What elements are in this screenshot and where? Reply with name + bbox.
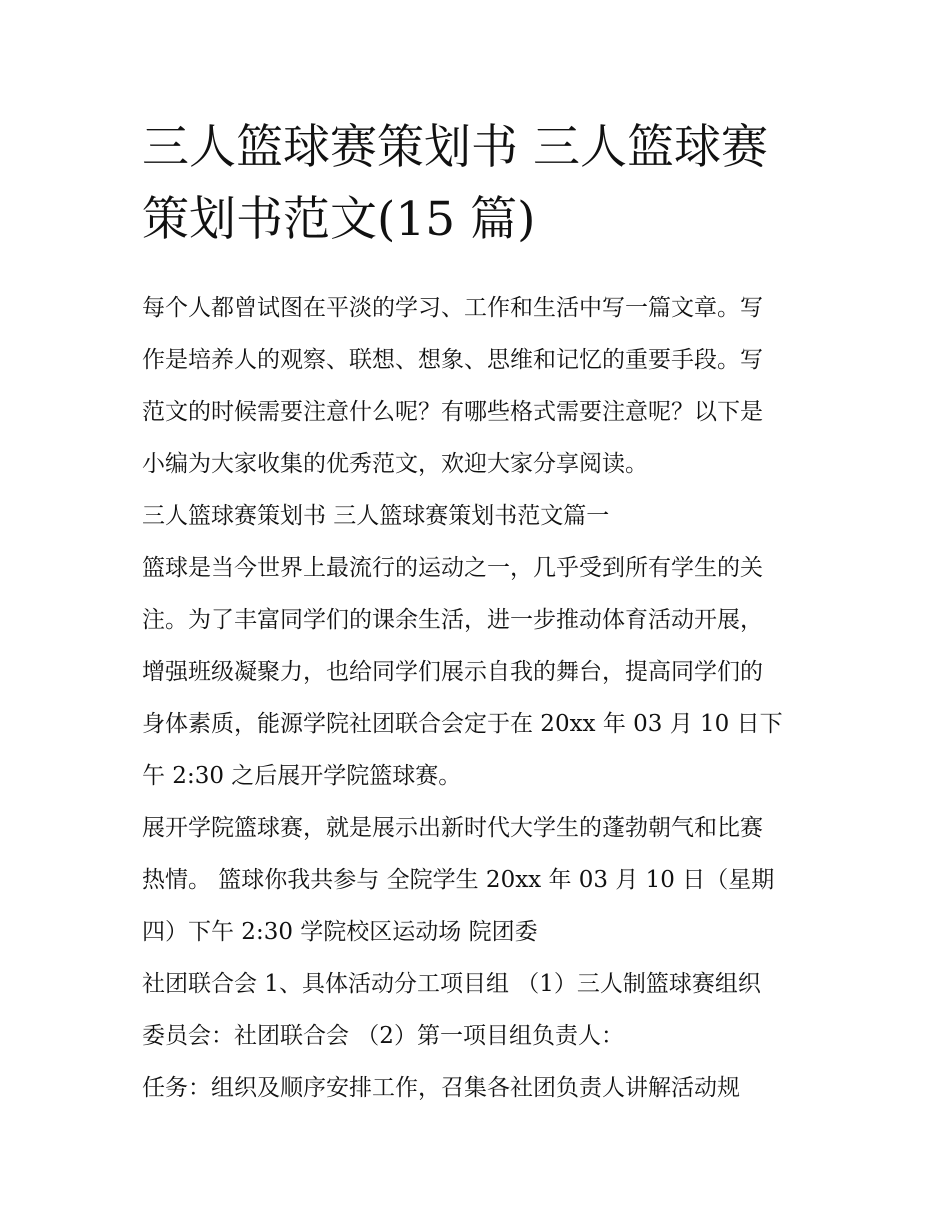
paragraph-line: 范文的时候需要注意什么呢？有哪些格式需要注意呢？以下是 bbox=[142, 399, 763, 425]
document-content bbox=[142, 112, 822, 1114]
paragraph-organization bbox=[142, 958, 822, 1062]
title-line-1: 三人篮球赛策划书 三人篮球赛 bbox=[142, 120, 768, 175]
paragraph-background bbox=[142, 542, 822, 802]
paragraph-details bbox=[142, 802, 822, 958]
paragraph-line: 热情。 篮球你我共参与 全院学生 20xx 年 03 月 10 日（星期 bbox=[142, 867, 775, 893]
paragraph-line: 作是培养人的观察、联想、想象、思维和记忆的重要手段。写 bbox=[142, 347, 763, 373]
paragraph-line: 展开学院篮球赛，就是展示出新时代大学生的蓬勃朝气和比赛 bbox=[142, 815, 763, 841]
section-heading bbox=[142, 490, 822, 542]
section-heading-text: 三人篮球赛策划书 三人篮球赛策划书范文篇一 bbox=[142, 503, 610, 529]
paragraph-line: 每个人都曾试图在平淡的学习、工作和生活中写一篇文章。写 bbox=[142, 295, 763, 321]
paragraph-line: 委员会：社团联合会 （2）第一项目组负责人： bbox=[142, 1023, 624, 1049]
title-spacer bbox=[142, 256, 822, 282]
paragraph-line: 四）下午 2:30 学院校区运动场 院团委 bbox=[142, 919, 538, 945]
paragraph-line: 增强班级凝聚力，也给同学们展示自我的舞台，提高同学们的 bbox=[142, 659, 763, 685]
title-line-2: 策划书范文(15 篇) bbox=[142, 192, 536, 247]
paragraph-intro bbox=[142, 282, 822, 490]
paragraph-line: 小编为大家收集的优秀范文，欢迎大家分享阅读。 bbox=[142, 451, 648, 477]
paragraph-line: 任务：组织及顺序安排工作，召集各社团负责人讲解活动规 bbox=[142, 1075, 740, 1101]
paragraph-line: 社团联合会 1、具体活动分工项目组 （1）三人制篮球赛组织 bbox=[142, 971, 761, 997]
paragraph-line: 注。为了丰富同学们的课余生活，进一步推动体育活动开展， bbox=[142, 607, 763, 633]
paragraph-line: 午 2:30 之后展开学院篮球赛。 bbox=[142, 763, 462, 789]
paragraph-line: 篮球是当今世界上最流行的运动之一，几乎受到所有学生的关 bbox=[142, 555, 763, 581]
paragraph-line: 身体素质，能源学院社团联合会定于在 20xx 年 03 月 10 日下 bbox=[142, 711, 783, 737]
document-title bbox=[142, 112, 822, 256]
paragraph-tasks bbox=[142, 1062, 822, 1114]
